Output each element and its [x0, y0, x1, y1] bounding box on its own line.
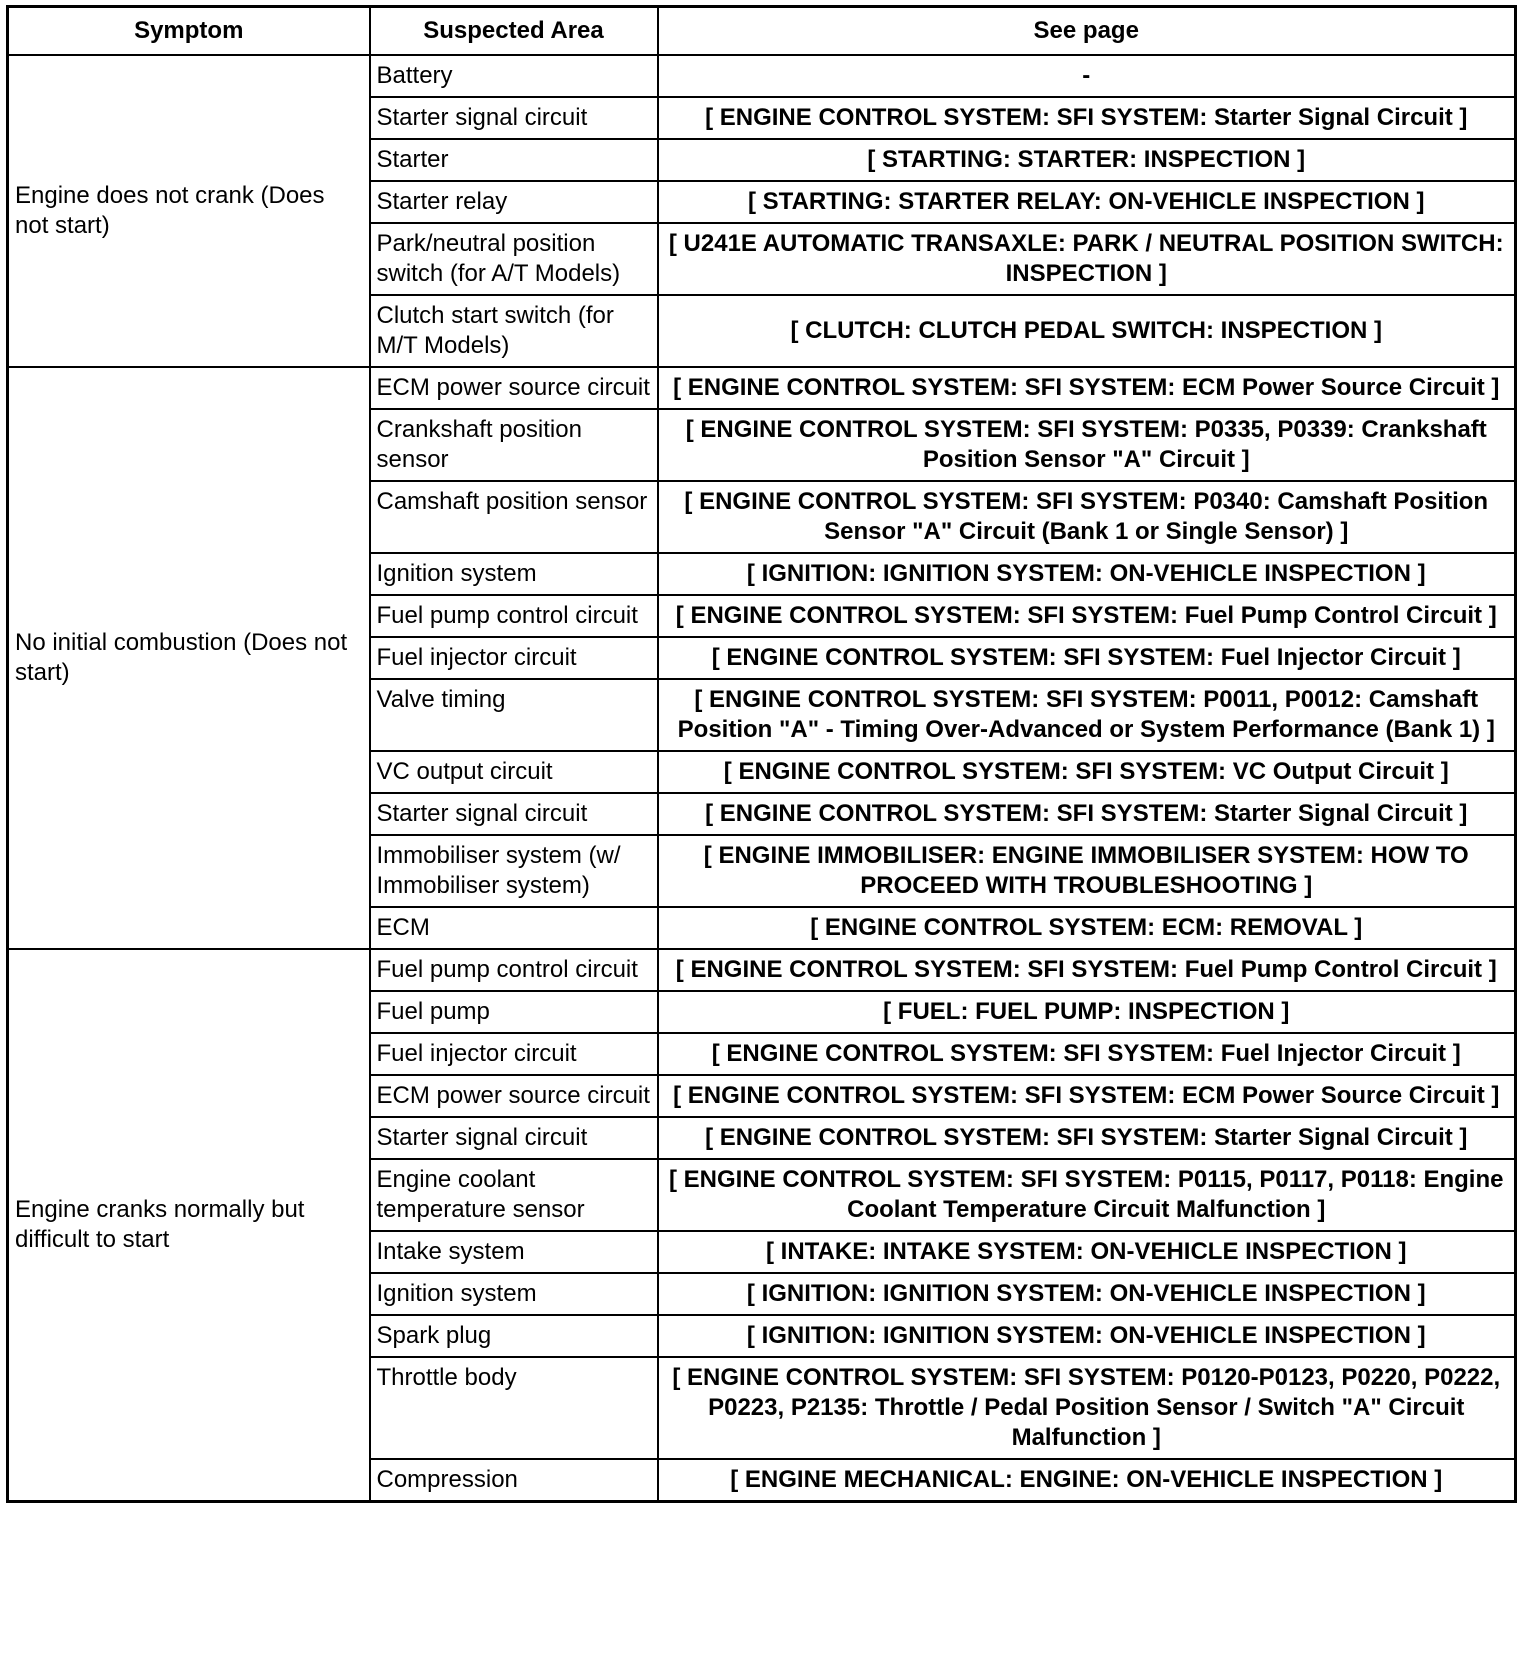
suspected-area-cell: Starter relay — [370, 181, 658, 223]
see-page-cell: [ ENGINE CONTROL SYSTEM: SFI SYSTEM: VC Output Circuit ] — [658, 751, 1516, 793]
symptom-cell: No initial combustion (Does not start) — [8, 367, 370, 949]
see-page-cell: [ STARTING: STARTER: INSPECTION ] — [658, 139, 1516, 181]
see-page-cell: [ ENGINE CONTROL SYSTEM: SFI SYSTEM: P0115, P0117, P0118: Engine Coolant Temperature Circuit Malfunction ] — [658, 1159, 1516, 1231]
troubleshooting-table-container — [6, 5, 1517, 1503]
table-row — [8, 949, 1516, 991]
header-row — [8, 7, 1516, 56]
see-page-cell: [ U241E AUTOMATIC TRANSAXLE: PARK / NEUTRAL POSITION SWITCH: INSPECTION ] — [658, 223, 1516, 295]
see-page-cell: [ IGNITION: IGNITION SYSTEM: ON-VEHICLE INSPECTION ] — [658, 1273, 1516, 1315]
suspected-area-cell: Ignition system — [370, 1273, 658, 1315]
see-page-cell: [ ENGINE CONTROL SYSTEM: SFI SYSTEM: Starter Signal Circuit ] — [658, 1117, 1516, 1159]
header-see-page: See page — [658, 7, 1516, 56]
suspected-area-cell: Intake system — [370, 1231, 658, 1273]
see-page-cell: [ ENGINE CONTROL SYSTEM: SFI SYSTEM: Starter Signal Circuit ] — [658, 97, 1516, 139]
see-page-cell: [ IGNITION: IGNITION SYSTEM: ON-VEHICLE INSPECTION ] — [658, 1315, 1516, 1357]
see-page-cell: [ INTAKE: INTAKE SYSTEM: ON-VEHICLE INSPECTION ] — [658, 1231, 1516, 1273]
suspected-area-cell: Engine coolant temperature sensor — [370, 1159, 658, 1231]
see-page-cell: [ ENGINE CONTROL SYSTEM: SFI SYSTEM: P0340: Camshaft Position Sensor "A" Circuit (Bank 1 or Single Sensor) ] — [658, 481, 1516, 553]
see-page-cell: [ ENGINE CONTROL SYSTEM: SFI SYSTEM: ECM Power Source Circuit ] — [658, 1075, 1516, 1117]
suspected-area-cell: VC output circuit — [370, 751, 658, 793]
suspected-area-cell: Spark plug — [370, 1315, 658, 1357]
see-page-cell: [ ENGINE CONTROL SYSTEM: SFI SYSTEM: ECM Power Source Circuit ] — [658, 367, 1516, 409]
suspected-area-cell: Ignition system — [370, 553, 658, 595]
suspected-area-cell: Fuel injector circuit — [370, 637, 658, 679]
suspected-area-cell: Fuel pump control circuit — [370, 949, 658, 991]
see-page-cell: [ ENGINE CONTROL SYSTEM: SFI SYSTEM: Starter Signal Circuit ] — [658, 793, 1516, 835]
see-page-cell: [ ENGINE CONTROL SYSTEM: SFI SYSTEM: Fuel Pump Control Circuit ] — [658, 595, 1516, 637]
see-page-cell: [ ENGINE CONTROL SYSTEM: SFI SYSTEM: P0335, P0339: Crankshaft Position Sensor "A" Circuit ] — [658, 409, 1516, 481]
suspected-area-cell: Fuel pump control circuit — [370, 595, 658, 637]
suspected-area-cell: Immobiliser system (w/ Immobiliser system) — [370, 835, 658, 907]
suspected-area-cell: ECM — [370, 907, 658, 949]
see-page-cell: - — [658, 55, 1516, 97]
suspected-area-cell: Starter signal circuit — [370, 793, 658, 835]
see-page-cell: [ ENGINE CONTROL SYSTEM: ECM: REMOVAL ] — [658, 907, 1516, 949]
see-page-cell: [ STARTING: STARTER RELAY: ON-VEHICLE INSPECTION ] — [658, 181, 1516, 223]
suspected-area-cell: Fuel injector circuit — [370, 1033, 658, 1075]
suspected-area-cell: Compression — [370, 1459, 658, 1502]
suspected-area-cell: Valve timing — [370, 679, 658, 751]
suspected-area-cell: Starter — [370, 139, 658, 181]
suspected-area-cell: Camshaft position sensor — [370, 481, 658, 553]
troubleshooting-table — [6, 5, 1517, 1503]
symptom-cell: Engine cranks normally but difficult to start — [8, 949, 370, 1502]
see-page-cell: [ ENGINE MECHANICAL: ENGINE: ON-VEHICLE INSPECTION ] — [658, 1459, 1516, 1502]
table-body — [8, 55, 1516, 1502]
suspected-area-cell: Starter signal circuit — [370, 97, 658, 139]
suspected-area-cell: Throttle body — [370, 1357, 658, 1459]
suspected-area-cell: Park/neutral position switch (for A/T Models) — [370, 223, 658, 295]
see-page-cell: [ ENGINE CONTROL SYSTEM: SFI SYSTEM: Fuel Injector Circuit ] — [658, 637, 1516, 679]
header-symptom: Symptom — [8, 7, 370, 56]
see-page-cell: [ ENGINE IMMOBILISER: ENGINE IMMOBILISER SYSTEM: HOW TO PROCEED WITH TROUBLESHOOTING ] — [658, 835, 1516, 907]
see-page-cell: [ IGNITION: IGNITION SYSTEM: ON-VEHICLE INSPECTION ] — [658, 553, 1516, 595]
suspected-area-cell: Starter signal circuit — [370, 1117, 658, 1159]
suspected-area-cell: Clutch start switch (for M/T Models) — [370, 295, 658, 367]
suspected-area-cell: ECM power source circuit — [370, 1075, 658, 1117]
suspected-area-cell: ECM power source circuit — [370, 367, 658, 409]
see-page-cell: [ CLUTCH: CLUTCH PEDAL SWITCH: INSPECTION ] — [658, 295, 1516, 367]
see-page-cell: [ ENGINE CONTROL SYSTEM: SFI SYSTEM: P0011, P0012: Camshaft Position "A" - Timing Over-Advanced or System Performance (Bank 1) ] — [658, 679, 1516, 751]
header-suspected-area: Suspected Area — [370, 7, 658, 56]
see-page-cell: [ ENGINE CONTROL SYSTEM: SFI SYSTEM: Fuel Injector Circuit ] — [658, 1033, 1516, 1075]
symptom-cell: Engine does not crank (Does not start) — [8, 55, 370, 367]
suspected-area-cell: Fuel pump — [370, 991, 658, 1033]
see-page-cell: [ ENGINE CONTROL SYSTEM: SFI SYSTEM: Fuel Pump Control Circuit ] — [658, 949, 1516, 991]
see-page-cell: [ FUEL: FUEL PUMP: INSPECTION ] — [658, 991, 1516, 1033]
suspected-area-cell: Crankshaft position sensor — [370, 409, 658, 481]
suspected-area-cell: Battery — [370, 55, 658, 97]
table-row — [8, 367, 1516, 409]
table-row — [8, 55, 1516, 97]
see-page-cell: [ ENGINE CONTROL SYSTEM: SFI SYSTEM: P0120-P0123, P0220, P0222, P0223, P2135: Throttle / Pedal Position Sensor / Switch "A" Circuit Malfunction ] — [658, 1357, 1516, 1459]
